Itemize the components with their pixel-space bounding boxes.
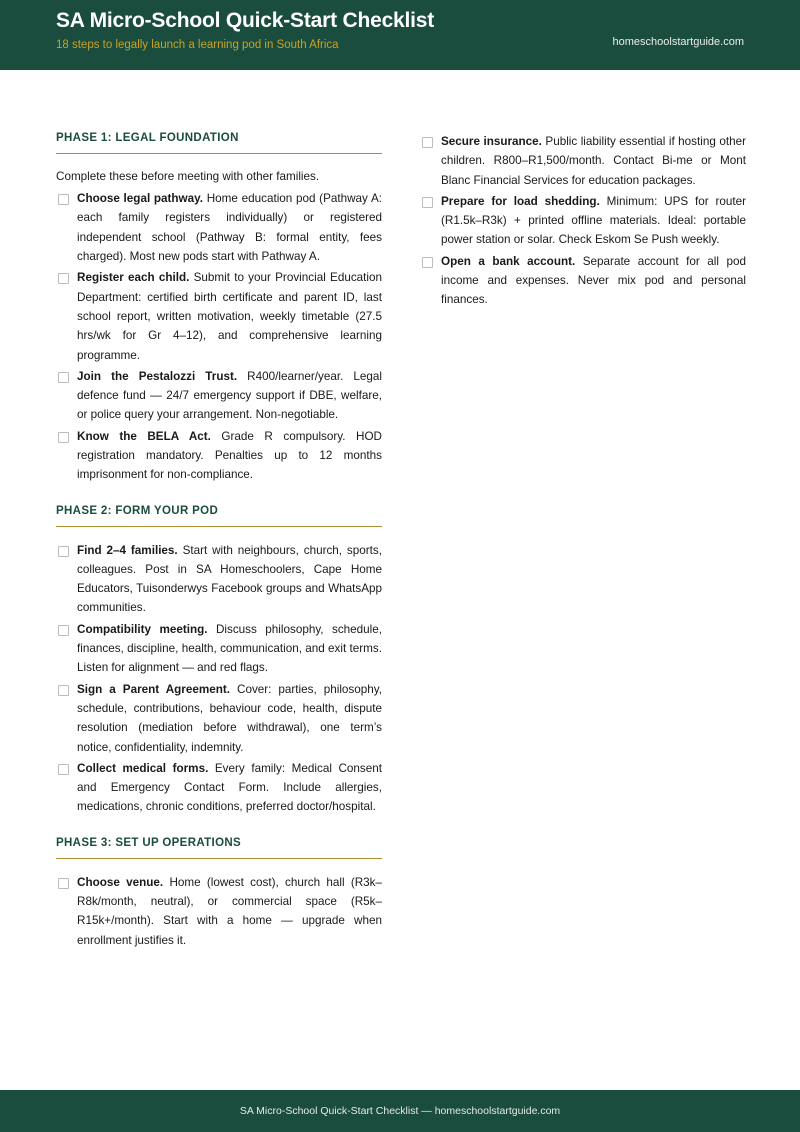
two-column-layout	[56, 132, 747, 970]
checkbox-icon[interactable]	[58, 194, 69, 205]
checklist	[56, 873, 382, 950]
checklist-item-lead: Prepare for load shedding.	[441, 194, 600, 208]
checklist-item-text	[77, 367, 382, 425]
left-column	[56, 132, 382, 970]
checklist-item[interactable]	[420, 252, 746, 310]
checklist-item-body: Submit to your Provincial Education Department: certified birth certificate and parent ID, last school report, written motivation, weekly timetable (27.5 hrs/wk for Gr 4–12), and comprehensive learning programme.	[77, 271, 383, 362]
checkbox-icon[interactable]	[58, 372, 69, 383]
checklist-item[interactable]	[56, 873, 382, 950]
phase-section	[56, 505, 382, 817]
checklist-item-lead: Secure insurance.	[441, 135, 542, 148]
checklist-item-lead: Choose legal pathway.	[77, 192, 204, 206]
phase-heading: PHASE 3: SET UP OPERATIONS	[56, 836, 242, 849]
phase-section	[420, 132, 746, 310]
checklist-item-text	[441, 132, 746, 190]
footer-text: SA Micro-School Quick-Start Checklist — homeschoolstartguide.com	[239, 1105, 561, 1117]
checklist-item-text	[77, 427, 382, 485]
checklist-item[interactable]	[56, 268, 382, 364]
checklist-item-body: R400/learner/year. Legal defence fund — 24/7 emergency support if DBE, welfare, or police query your arrangement. Non-negotiable.	[77, 369, 382, 422]
checkbox-icon[interactable]	[58, 685, 69, 696]
checklist-item-body: Home (lowest cost), church hall (R3k–R8k/month, neutral), or commercial space (R5k–R15k+/month). Start with a home — upgrade when enrollment justifies it.	[77, 875, 382, 947]
page-subtitle: 18 steps to legally launch a learning pod in South Africa	[56, 39, 339, 52]
checklist-item-body: Separate account for all pod income and expenses. Never mix pod and personal finances.	[441, 254, 746, 307]
page-footer	[0, 1090, 800, 1132]
phase-intro-text: Complete these before meeting with other families.	[56, 170, 320, 183]
checklist-item-body: Start with neighbours, church, sports, colleagues. Post in SA Homeschoolers, Cape Home Educators, Tuisonderwys Facebook groups and WhatsApp communities.	[77, 543, 382, 615]
checklist-item-text	[77, 268, 382, 364]
checklist-item[interactable]	[56, 541, 382, 618]
checklist-item-text	[77, 541, 382, 618]
checklist-item-lead: Choose venue.	[77, 875, 164, 889]
checklist-item[interactable]	[56, 759, 382, 817]
checklist-item-body: Every family: Medical Consent and Emergency Contact Form. Include allergies, medications, chronic conditions, preferred doctor/hospital.	[77, 761, 382, 814]
checklist-item[interactable]	[56, 427, 382, 485]
checklist-item-body: Home education pod (Pathway A: each family registers individually) or registered independent school (Pathway B: formal entity, fees charged). Most new pods start with Pathway A.	[77, 192, 382, 264]
checklist-item-body: Minimum: UPS for router (R1.5k–R3k) + printed offline materials. Ideal: portable power station or solar. Check Eskom Se Push weekly.	[441, 194, 747, 247]
checklist-item-lead: Collect medical forms.	[77, 761, 209, 775]
checkbox-icon[interactable]	[58, 273, 69, 284]
checklist-item-lead: Sign a Parent Agreement.	[77, 682, 231, 696]
phase-divider	[56, 858, 382, 859]
checklist-item[interactable]	[56, 680, 382, 757]
checklist	[56, 541, 382, 817]
checkbox-icon[interactable]	[58, 625, 69, 636]
phase-section	[56, 132, 382, 485]
checkbox-icon[interactable]	[422, 257, 433, 268]
checklist-item-body: Cover: parties, philosophy, schedule, contributions, behaviour code, health, dispute resolution (mediation before withdrawal), one term’s notice, confidentiality, indemnity.	[77, 682, 382, 754]
checkbox-icon[interactable]	[58, 764, 69, 775]
checkbox-icon[interactable]	[422, 137, 433, 148]
checklist-item-body: Public liability essential if hosting other children. R800–R1,500/month. Contact Bi-me or Mont Blanc Financial Services for education packages.	[441, 135, 746, 187]
checklist-item-text	[77, 189, 382, 266]
checkbox-icon[interactable]	[422, 197, 433, 208]
checkbox-icon[interactable]	[58, 546, 69, 557]
phase-heading: PHASE 1: LEGAL FOUNDATION	[56, 132, 239, 144]
checklist-item-text	[77, 680, 382, 757]
checklist-item[interactable]	[420, 192, 746, 250]
checklist-item-lead: Find 2–4 families.	[77, 543, 178, 557]
checklist-item[interactable]	[56, 189, 382, 266]
checkbox-icon[interactable]	[58, 432, 69, 443]
checklist-item-text	[77, 759, 382, 817]
phase-divider	[56, 526, 382, 527]
page-header	[0, 0, 800, 70]
checklist-item-body: Discuss philosophy, schedule, finances, discipline, health, communication, and exit terms. Listen for alignment — and red flags.	[77, 622, 383, 675]
document-body	[0, 70, 800, 1070]
checklist	[56, 189, 382, 484]
checklist-item-text	[77, 620, 382, 678]
checklist	[420, 132, 746, 310]
checklist-item[interactable]	[56, 367, 382, 425]
checklist-item-text	[441, 192, 746, 250]
checklist-item-lead: Compatibility meeting.	[77, 622, 208, 636]
checklist-item-text	[77, 873, 382, 950]
phase-divider	[56, 153, 382, 154]
checklist-item-lead: Join the Pestalozzi Trust.	[77, 369, 238, 383]
header-site-url: homeschoolstartguide.com	[612, 36, 744, 48]
checklist-item-body: Grade R compulsory. HOD registration mandatory. Penalties up to 12 months imprisonment for non-compliance.	[77, 429, 382, 482]
phase-section	[56, 837, 382, 950]
page-title: SA Micro-School Quick-Start Checklist	[56, 9, 435, 32]
phase-heading: PHASE 2: FORM YOUR POD	[56, 504, 219, 517]
checklist-item-lead: Open a bank account.	[441, 254, 576, 268]
checklist-item-lead: Register each child.	[77, 271, 190, 285]
checkbox-icon[interactable]	[58, 878, 69, 889]
checklist-item[interactable]	[56, 620, 382, 678]
checklist-item-text	[441, 252, 746, 310]
right-column	[420, 132, 746, 330]
checklist-item[interactable]	[420, 132, 746, 190]
checklist-item-lead: Know the BELA Act.	[77, 429, 211, 443]
